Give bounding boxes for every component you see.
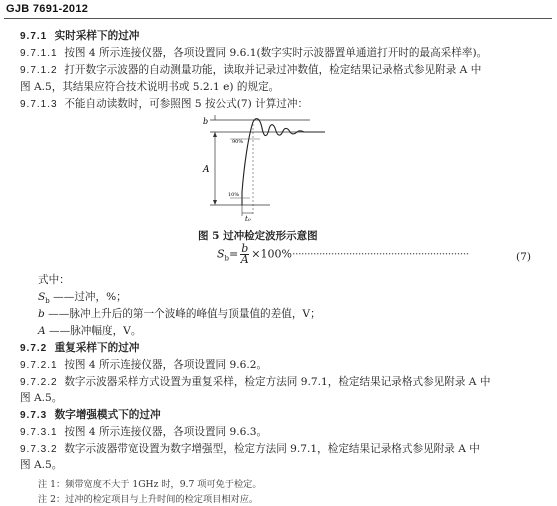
paragraph-9-7-3-2 <box>20 443 480 456</box>
formula-leader-dots: ··························································· <box>291 247 469 261</box>
definition-A <box>38 325 141 338</box>
where-intro: 式中： <box>38 274 70 286</box>
paragraph-number: 9.7.2.2 <box>20 377 58 388</box>
formula-lhs: S <box>217 247 225 261</box>
paragraph-9-7-1-3 <box>20 98 308 111</box>
formula-numerator: b <box>241 242 249 255</box>
paragraph-9-7-3-2-cont: 图 A.5。 <box>20 459 63 471</box>
section-title: 重复采样下的过冲 <box>54 342 140 354</box>
section-heading-9-7-2 <box>20 342 139 355</box>
formula-lhs-sub: b <box>224 254 230 263</box>
paragraph-9-7-3-1 <box>20 426 267 439</box>
section-heading-9-7-1 <box>20 30 139 43</box>
paragraph-9-7-1-2-cont: 图 A.5，其结果应符合技术说明书或 5.2.1 e) 的规定。 <box>20 81 280 93</box>
paragraph-number: 9.7.3.2 <box>20 444 58 455</box>
paragraph-text: 按图 4 所示连接仪器，各项设置同 9.6.2。 <box>64 359 268 371</box>
definition-sb <box>38 291 127 308</box>
definition-symbol: A <box>38 325 46 337</box>
label-b: b <box>203 117 209 126</box>
definition-text: ——过冲，%； <box>53 291 127 303</box>
section-number: 9.7.2 <box>20 343 48 354</box>
section-title: 数字增强模式下的过冲 <box>54 409 161 421</box>
paragraph-number: 9.7.1.2 <box>20 65 58 76</box>
label-90-percent: 90% <box>232 139 244 145</box>
paragraph-9-7-1-2 <box>20 64 481 77</box>
document-code: GJB 7691-2012 <box>6 3 89 15</box>
formula-denominator: A <box>240 253 249 266</box>
figure-caption: 图 5 过冲检定波形示意图 <box>198 230 318 242</box>
paragraph-text: 打开数字示波器的自动测量功能，读取并记录过冲数值，检定结果记录格式参见附录 A 中 <box>64 64 482 76</box>
definition-text: ——脉冲上升后的第一个波峰的峰值与顶量值的差值，V； <box>48 308 321 320</box>
formula-7 <box>217 244 469 266</box>
pulse-waveform <box>242 119 325 205</box>
paragraph-9-7-1-1 <box>20 47 487 60</box>
note-1: 注 1：频带宽度不大于 1GHz 时，9.7 项可免于检定。 <box>38 479 262 490</box>
paragraph-number: 9.7.3.1 <box>20 427 58 438</box>
paragraph-9-7-2-1 <box>20 359 267 372</box>
paragraph-number: 9.7.2.1 <box>20 360 58 371</box>
header-rule <box>4 18 552 19</box>
paragraph-number: 9.7.1.3 <box>20 99 58 110</box>
section-heading-9-7-3 <box>20 409 161 422</box>
paragraph-text: 按图 4 所示连接仪器，各项设置同 9.6.1(数字实时示波器置单通道打开时的最高采样率)。 <box>64 47 488 59</box>
paragraph-9-7-2-2-cont: 图 A.5。 <box>20 392 63 404</box>
section-number: 9.7.3 <box>20 410 48 421</box>
definition-symbol: b <box>38 308 45 320</box>
paragraph-text: 数字示波器带宽设置为数字增强型，检定方法同 9.7.1，检定结果记录格式参见附录 A 中 <box>64 443 480 455</box>
formula-rest: ×100% <box>251 247 292 261</box>
label-A: A <box>203 165 210 175</box>
definition-symbol-sub: b <box>45 297 50 306</box>
formula-fraction <box>240 244 249 265</box>
note-2: 注 2：过冲的检定项目与上升时间的检定项目相对应。 <box>38 494 259 505</box>
formula-equals: = <box>229 247 239 261</box>
overshoot-waveform-figure <box>190 112 340 222</box>
paragraph-text: 不能自动读数时，可参照图 5 按公式(7) 计算过冲： <box>64 98 309 110</box>
definition-b <box>38 308 321 321</box>
paragraph-text: 数字示波器采样方式设置为重复采样，检定方法同 9.7.1，检定结果记录格式参见附录 A 中 <box>64 376 491 388</box>
paragraph-number: 9.7.1.1 <box>20 48 58 59</box>
section-number: 9.7.1 <box>20 31 48 42</box>
definition-text: ——脉冲幅度，V。 <box>49 325 142 337</box>
paragraph-text: 按图 4 所示连接仪器，各项设置同 9.6.3。 <box>64 426 268 438</box>
section-title: 实时采样下的过冲 <box>54 30 140 42</box>
label-10-percent: 10% <box>228 192 240 198</box>
definition-symbol: S <box>38 291 46 303</box>
formula-number: (7) <box>516 251 532 263</box>
label-t0: t₀ <box>245 215 251 222</box>
paragraph-9-7-2-2 <box>20 376 490 389</box>
